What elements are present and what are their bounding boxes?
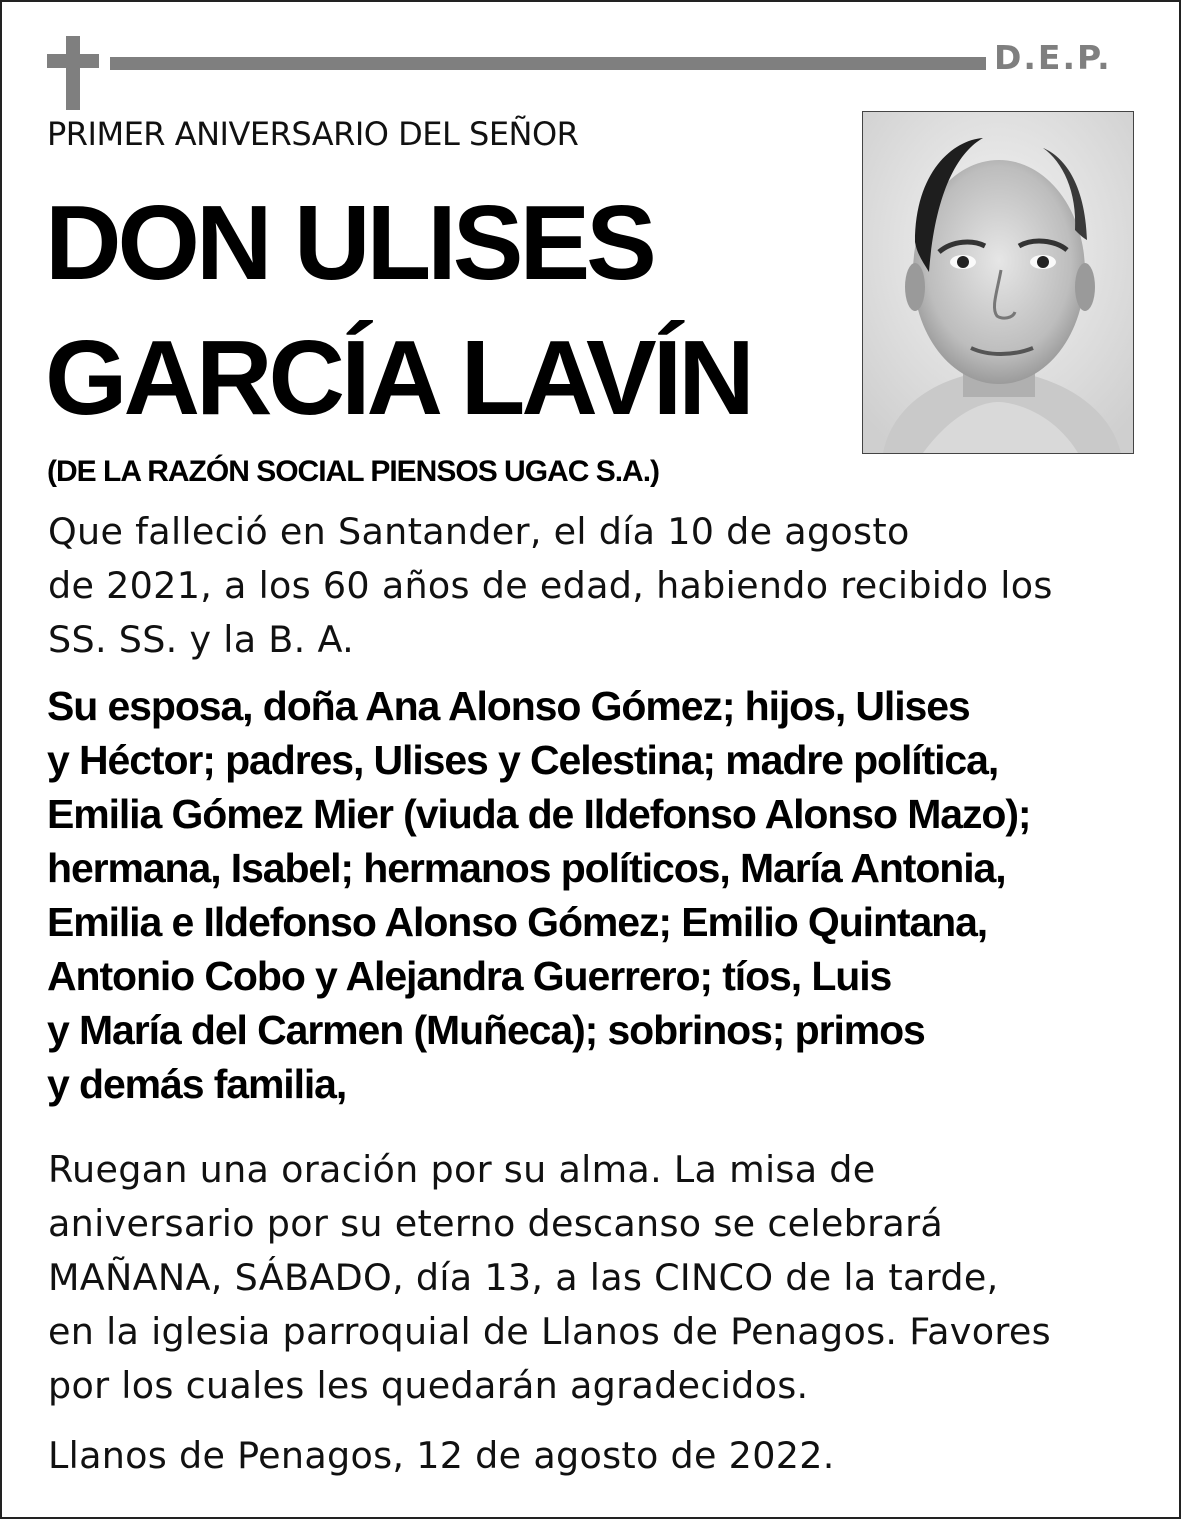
anniversary-subtitle: PRIMER ANIVERSARIO DEL SEÑOR <box>47 115 579 153</box>
text-line: Que falleció en Santander, el día 10 de agosto <box>48 510 910 553</box>
text-line: por los cuales les quedarán agradecidos. <box>48 1364 809 1407</box>
cross-icon <box>47 36 99 110</box>
text-line: Su esposa, doña Ana Alonso Gómez; hijos, Ulises <box>47 683 970 729</box>
portrait-image <box>863 112 1133 453</box>
header-rule <box>110 57 986 70</box>
text-line: Ruegan una oración por su alma. La misa de <box>48 1148 876 1191</box>
text-line: Antonio Cobo y Alejandra Guerrero; tíos, Luis <box>47 953 892 999</box>
death-notice-paragraph <box>48 505 1053 667</box>
deceased-name-line-2: GARCÍA LAVÍN <box>45 319 751 437</box>
portrait-photo <box>862 111 1134 454</box>
text-line: MAÑANA, SÁBADO, día 13, a las CINCO de la tarde, <box>48 1256 999 1299</box>
family-paragraph <box>47 679 1030 1111</box>
dep-label: D.E.P. <box>994 38 1112 77</box>
text-line: y María del Carmen (Muñeca); sobrinos; primos <box>47 1007 925 1053</box>
text-line: aniversario por su eterno descanso se celebrará <box>48 1202 944 1245</box>
text-line: SS. SS. y la B. A. <box>48 618 354 661</box>
text-line: en la iglesia parroquial de Llanos de Penagos. Favores <box>48 1310 1051 1353</box>
text-line: Emilia e Ildefonso Alonso Gómez; Emilio Quintana, <box>47 899 988 945</box>
closing-place-date: Llanos de Penagos, 12 de agosto de 2022. <box>48 1434 835 1477</box>
text-line: de 2021, a los 60 años de edad, habiendo recibido los <box>48 564 1053 607</box>
text-line: y demás familia, <box>47 1061 347 1107</box>
mass-notice-paragraph <box>48 1143 1051 1413</box>
text-line: y Héctor; padres, Ulises y Celestina; madre política, <box>47 737 999 783</box>
text-line: Emilia Gómez Mier (viuda de Ildefonso Alonso Mazo); <box>47 791 1031 837</box>
text-line: hermana, Isabel; hermanos políticos, María Antonia, <box>47 845 1006 891</box>
deceased-name-line-1: DON ULISES <box>45 184 653 302</box>
company-note: (DE LA RAZÓN SOCIAL PIENSOS UGAC S.A.) <box>47 455 660 488</box>
